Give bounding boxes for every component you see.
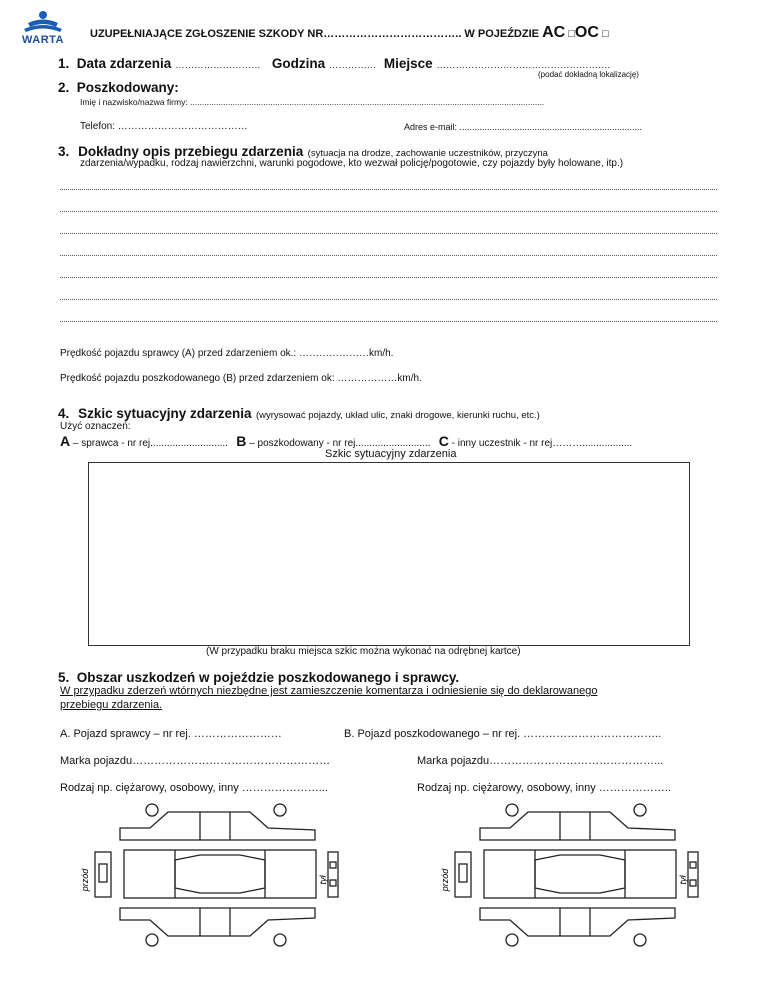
sketch-title: Szkic sytuacyjny zdarzenia (325, 448, 457, 460)
section-5-number: 5. (58, 670, 70, 685)
section-4-title: Szkic sytuacyjny zdarzenia (78, 406, 252, 421)
vehicle-a-type-field[interactable]: Rodzaj np. ciężarowy, osobowy, inny …………………... (60, 782, 328, 794)
place-field[interactable]: ………………………………………………. (436, 60, 611, 71)
oc-label: OC (574, 24, 599, 41)
front-label: przód (80, 868, 90, 892)
description-line[interactable] (60, 255, 717, 256)
sketch-note: (W przypadku braku miejsca szkic można wykonać na odrębnej kartce) (206, 646, 521, 657)
place-label: Miejsce (383, 56, 433, 71)
time-label: Godzina (271, 56, 326, 71)
time-field[interactable]: …………… (328, 60, 377, 71)
logo-text: WARTA (21, 34, 64, 46)
markings-row (60, 433, 632, 449)
marking-b: B (236, 433, 247, 449)
ac-checkbox[interactable]: □ (568, 28, 575, 40)
section-4-hint: (wyrysować pojazdy, układ ulic, znaki drogowe, kierunki ruchu, etc.) (255, 410, 540, 421)
phone-field[interactable]: Telefon: ………………………………… (80, 121, 248, 132)
oc-checkbox[interactable]: □ (601, 28, 609, 40)
rear-label: tył (318, 875, 328, 885)
section-1-number: 1. (58, 56, 70, 71)
section-5-heading (58, 670, 459, 685)
vehicle-b-plate-field[interactable]: B. Pojazd poszkodowanego – nr rej. ……………………………….. (344, 728, 662, 740)
marking-c-field[interactable]: - inny uczestnik - nr rej……….................. (451, 438, 633, 449)
section-5-note: W przypadku zderzeń wtórnych niezbędne jest zamieszczenie komentarza i odniesienie się do deklarowanego (60, 685, 598, 697)
date-field[interactable]: ……………………… (175, 60, 261, 71)
vehicle-b-damage-diagram[interactable] (440, 800, 700, 950)
warta-logo-icon (16, 10, 70, 34)
section-4-number: 4. (58, 406, 70, 421)
section-3-hint-cont: zdarzenia/wypadku, rodzaj nawierzchni, warunki pogodowe, kto wezwał policję/pogotowie, czy pojazdy były holowane, itp.) (80, 158, 624, 169)
sketch-area[interactable] (88, 462, 690, 646)
email-field[interactable]: Adres e-mail: ......................................................................... (404, 122, 643, 132)
form-header (90, 24, 609, 42)
section-3-number: 3. (58, 144, 70, 159)
section-2-title: Poszkodowany: (76, 80, 179, 95)
speed-b-field[interactable]: Prędkość pojazdu poszkodowanego (B) przed zdarzeniem ok: ………………km/h. (60, 373, 422, 384)
form-title: UZUPEŁNIAJĄCE ZGŁOSZENIE SZKODY NR……………………………….. W POJEŹDZIE (90, 28, 539, 40)
marking-b-field[interactable]: – poszkodowany - nr rej........................... (249, 438, 431, 449)
section-2 (58, 80, 179, 95)
section-2-number: 2. (58, 80, 70, 95)
description-line[interactable] (60, 299, 717, 300)
section-3-hint: (sytuacja na drodze, zachowanie uczestników, przyczyna (307, 148, 548, 159)
use-markings: Użyć oznaczeń: (60, 421, 131, 432)
place-hint: (podać dokładną lokalizację) (538, 70, 639, 79)
vehicle-a-make-field[interactable]: Marka pojazdu……………………………………………… (60, 755, 331, 767)
marking-c: C (438, 433, 449, 449)
vehicle-a-damage-diagram[interactable] (80, 800, 340, 950)
description-line[interactable] (60, 277, 717, 278)
vehicle-b-make-field[interactable]: Marka pojazdu………………………………………... (417, 755, 664, 767)
description-line[interactable] (60, 189, 717, 190)
vehicle-a-plate-field[interactable]: A. Pojazd sprawcy – nr rej. …………………… (60, 728, 282, 740)
section-1 (58, 56, 610, 71)
description-line[interactable] (60, 321, 717, 322)
section-5-note-cont: przebiegu zdarzenia. (60, 699, 163, 711)
ac-label: AC (542, 24, 566, 41)
rear-label: tył (678, 875, 688, 885)
description-line[interactable] (60, 211, 717, 212)
marking-a-field[interactable]: – sprawca - nr rej............................ (72, 438, 228, 449)
vehicle-b-type-field[interactable]: Rodzaj np. ciężarowy, osobowy, inny ……………….. (417, 782, 671, 794)
speed-a-field[interactable]: Prędkość pojazdu sprawcy (A) przed zdarzeniem ok.: …………………km/h. (60, 348, 394, 359)
name-field[interactable]: Imię i nazwisko/nazwa firmy: ...................................................................................................................................................... (80, 97, 545, 107)
section-5-title: Obszar uszkodzeń w pojeździe poszkodowanego i sprawcy. (76, 670, 460, 685)
marking-a: A (60, 433, 71, 449)
section-3-title: Dokładny opis przebiegu zdarzenia (78, 144, 304, 159)
date-label: Data zdarzenia (76, 56, 172, 71)
front-label: przód (440, 868, 450, 892)
description-line[interactable] (60, 233, 717, 234)
warta-logo (16, 10, 70, 48)
